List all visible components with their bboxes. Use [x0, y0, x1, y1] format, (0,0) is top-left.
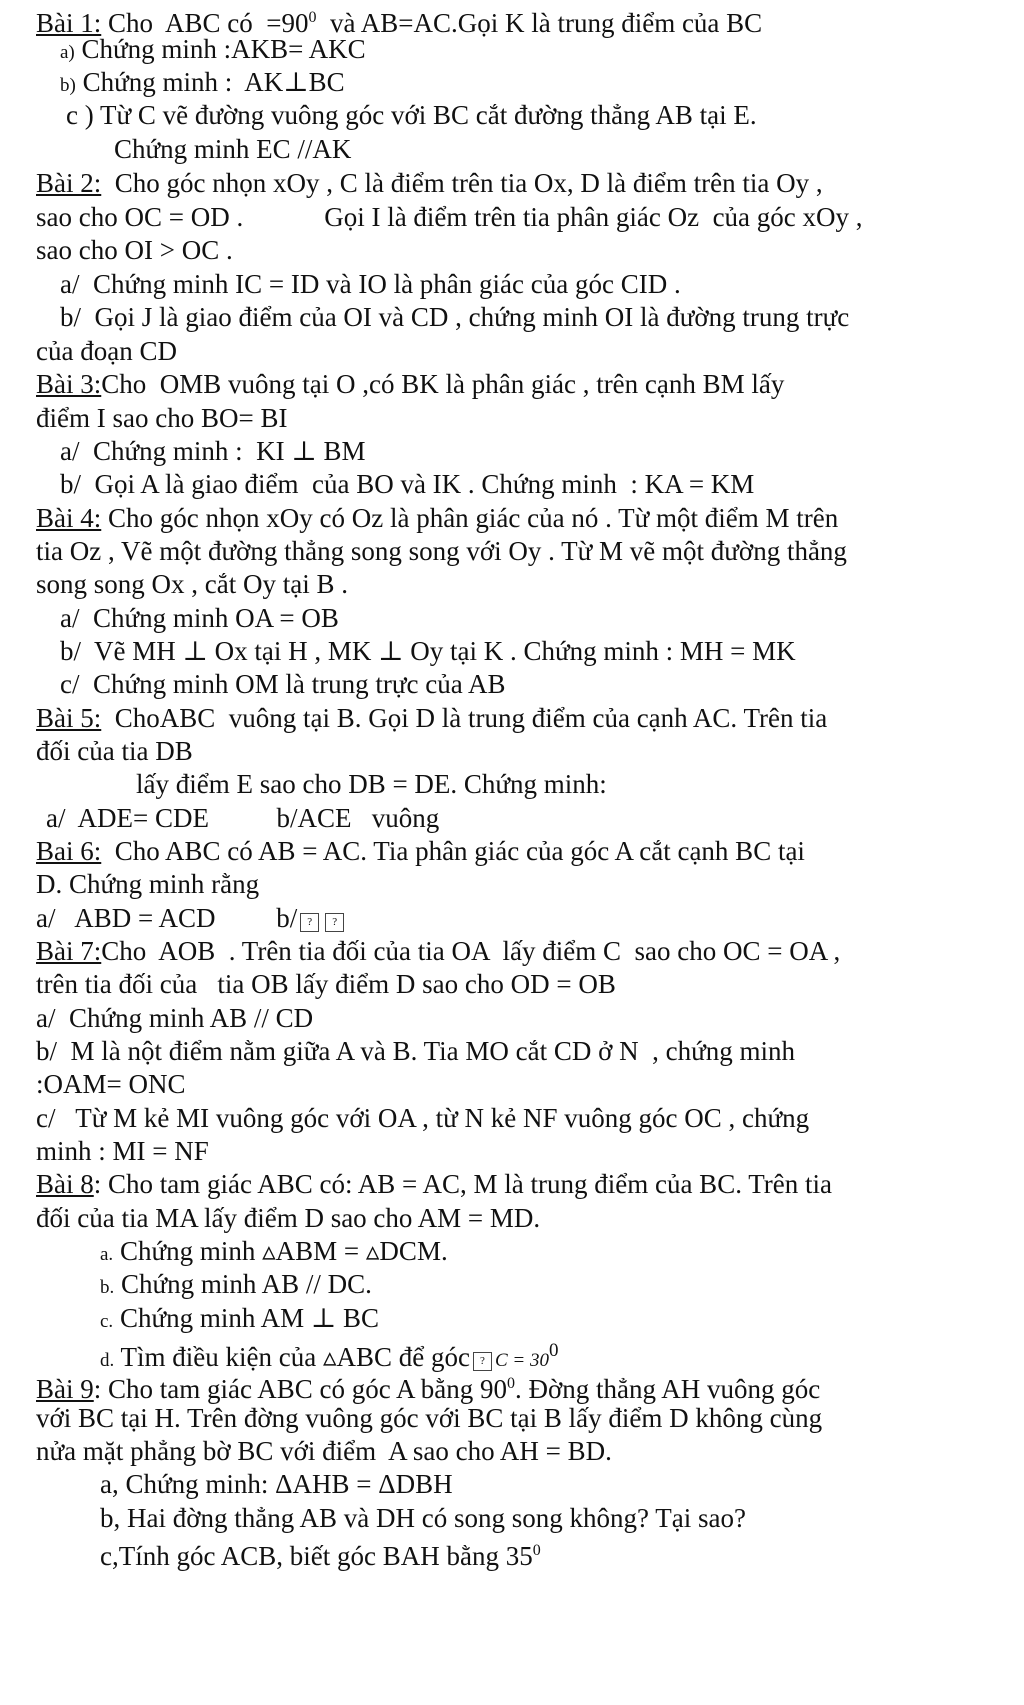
bai2-b2 [36, 333, 177, 369]
bai3-b [60, 466, 754, 502]
bai3-b-text: b/ Gọi A là giao điểm của BO và IK . Chứng minh : KA = KM [60, 469, 755, 499]
bai3-text: Cho OMB vuông tại O ,có BK là phân giác , trên cạnh BM lấy [101, 369, 785, 399]
bai6-text: Cho ABC có AB = AC. Tia phân giác của góc A cắt cạnh BC tại [101, 836, 805, 866]
bai2-text: Cho góc nhọn xOy , C là điểm trên tia Ox, D là điểm trên tia Oy , [101, 168, 823, 198]
bai3-label: Bài 3: [36, 369, 102, 399]
bai5-text: ChoABC vuông tại B. Gọi D là trung điểm của cạnh AC. Trên tia [101, 703, 828, 733]
bai4-b [60, 633, 796, 669]
bai8-d-mark: d. [100, 1350, 115, 1371]
bai9-line2 [36, 1400, 822, 1436]
bai7-c [36, 1100, 809, 1136]
bai1-c2-text: Chứng minh EC //AK [114, 134, 352, 164]
bai1-label: Bài 1: [36, 8, 102, 38]
bai4-title-line [36, 500, 838, 536]
bai9-a [100, 1466, 453, 1502]
bai6-ab [36, 900, 347, 936]
bai9-sup: 0 [506, 1375, 515, 1392]
bai1-a-mark: a) [60, 42, 75, 63]
bai5-line3 [136, 766, 607, 802]
bai2-line3 [36, 232, 233, 268]
bai7-c-text: c/ Từ M kẻ MI vuông góc với OA , từ N kẻ NF vuông góc OC , chứng [36, 1103, 810, 1133]
bai2-line2-text: sao cho OC = OD . Gọi I là điểm trên tia phân giác Oz của góc xOy , [36, 202, 863, 232]
bai4-label: Bài 4: [36, 503, 102, 533]
bai3-a [60, 433, 366, 469]
bai2-label: Bài 2: [36, 168, 102, 198]
bai2-b-text: b/ Gọi J là giao điểm của OI và CD , chứng minh OI là đường trung trực [60, 302, 850, 332]
bai8-d-sup: 0 [548, 1340, 559, 1361]
bai7-line2 [36, 966, 616, 1002]
bai7-label: Bài 7: [36, 936, 102, 966]
bai1-c2 [114, 131, 351, 167]
bai2-b2-text: của đoạn CD [36, 336, 177, 366]
bai9-a-text: a, Chứng minh: ΔAHB = ΔDBH [100, 1469, 453, 1499]
bai5-line2-text: đối của tia DB [36, 736, 193, 766]
bai9-text: : Cho tam giác ABC có góc A bằng 90 [93, 1374, 507, 1404]
bai9-b-text: b, Hai đờng thẳng AB và DH có song song không? Tại sao? [100, 1503, 746, 1533]
bai2-line2 [36, 199, 863, 235]
bai9-tail: . Đờng thẳng AH vuông góc [514, 1374, 821, 1404]
bai7-c2-text: minh : MI = NF [36, 1136, 209, 1166]
bai2-a [60, 266, 681, 302]
bai7-b [36, 1033, 795, 1069]
missing-glyph-icon: ? [300, 913, 319, 932]
bai9-c-text: c,Tính góc ACB, biết góc BAH bằng 35 [100, 1541, 533, 1571]
bai1-c-text: c ) Từ C vẽ đường vuông góc với BC cắt đường thẳng AB tại E. [66, 100, 757, 130]
bai4-b-text: b/ Vẽ MH ⊥ Ox tại H , MK ⊥ Oy tại K . Chứng minh : MH = MK [60, 636, 796, 666]
bai6-title-line [36, 833, 805, 869]
bai8-c-mark: c. [100, 1311, 114, 1332]
bai3-line2-text: điểm I sao cho BO= BI [36, 403, 288, 433]
bai1-tail: và AB=AC.Gọi K là trung điểm của BC [316, 8, 763, 38]
bai5-line2 [36, 733, 193, 769]
bai4-a [60, 600, 339, 636]
bai4-a-text: a/ Chứng minh OA = OB [60, 603, 339, 633]
bai7-b-text: b/ M là nột điểm nằm giữa A và B. Tia MO cắt CD ở N , chứng minh [36, 1036, 796, 1066]
bai6-ab-text: a/ ABD = ACD b/ [36, 903, 298, 933]
bai2-title-line [36, 165, 823, 201]
bai8-d-tail: C = 30 [494, 1350, 549, 1371]
bai7-b2 [36, 1066, 186, 1102]
bai4-line2-text: tia Oz , Vẽ một đường thẳng song song với Oy . Từ M vẽ một đường thẳng [36, 536, 847, 566]
missing-glyph-icon: ? [325, 913, 344, 932]
bai5-label: Bài 5: [36, 703, 102, 733]
bai5-ab [46, 800, 439, 836]
bai7-a-text: a/ Chứng minh AB // CD [36, 1003, 314, 1033]
bai8-b-text: Chứng minh AB // DC. [114, 1269, 372, 1299]
bai5-title-line [36, 700, 827, 736]
bai8-line2-text: đối của tia MA lấy điểm D sao cho AM = MD. [36, 1203, 541, 1233]
bai8-line2 [36, 1200, 540, 1236]
bai2-b [60, 299, 849, 335]
bai1-a-text: Chứng minh :AKB= AKC [74, 34, 366, 64]
bai4-line3-text: song song Ox , cắt Oy tại B . [36, 569, 348, 599]
bai1-b-text: Chứng minh : AK⊥BC [75, 67, 345, 97]
bai7-line2-text: trên tia đối của tia OB lấy điểm D sao cho OD = OB [36, 969, 616, 999]
bai3-line2 [36, 400, 287, 436]
bai7-b2-text: :OAM= ONC [36, 1069, 186, 1099]
bai7-a [36, 1000, 313, 1036]
bai1-sup: 0 [308, 9, 317, 26]
bai9-c-sup: 0 [532, 1542, 541, 1559]
bai4-text: Cho góc nhọn xOy có Oz là phân giác của nó . Từ một điểm M trên [101, 503, 839, 533]
bai9-c [100, 1533, 541, 1574]
bai8-text: : Cho tam giác ABC có: AB = AC, M là trung điểm của BC. Trên tia [93, 1169, 832, 1199]
bai4-c [60, 666, 505, 702]
bai7-text: Cho AOB . Trên tia đối của tia OA lấy điểm C sao cho OC = OA , [101, 936, 841, 966]
bai8-b-mark: b. [100, 1277, 115, 1298]
bai2-line3-text: sao cho OI > OC . [36, 235, 233, 265]
bai3-title-line [36, 366, 784, 402]
bai8-a-mark: a. [100, 1244, 114, 1265]
bai9-b [100, 1500, 746, 1536]
bai5-ab-text: a/ ADE= CDE b/ACE vuông [46, 803, 440, 833]
bai7-title-line [36, 933, 840, 969]
bai4-c-text: c/ Chứng minh OM là trung trực của AB [60, 669, 506, 699]
bai9-line3 [36, 1433, 612, 1469]
bai8-a-text: Chứng minh ▵ABM = ▵DCM. [113, 1236, 448, 1266]
bai6-label: Bai 6: [36, 836, 102, 866]
bai8-title-line [36, 1166, 832, 1202]
missing-glyph-icon: ? [473, 1352, 492, 1371]
bai4-line2 [36, 533, 847, 569]
bai8-label: Bài 8 [36, 1169, 94, 1199]
bai3-a-text: a/ Chứng minh : KI ⊥ BM [60, 436, 366, 466]
bai8-d-text: Tìm điều kiện của ▵ABC để góc [114, 1342, 470, 1372]
bai9-line2-text: với BC tại H. Trên đờng vuông góc với BC tại B lấy điểm D không cùng [36, 1403, 823, 1433]
bai2-a-text: a/ Chứng minh IC = ID và IO là phân giác của góc CID . [60, 269, 681, 299]
bai1-text: Cho ABC có =90 [101, 8, 309, 38]
bai9-line3-text: nửa mặt phẳng bờ BC với điểm A sao cho AH = BD. [36, 1436, 612, 1466]
bai6-line2-text: D. Chứng minh rằng [36, 869, 260, 899]
bai4-line3 [36, 566, 348, 602]
bai6-line2 [36, 866, 259, 902]
bai1-c [66, 97, 757, 133]
bai5-line3-text: lấy điểm E sao cho DB = DE. Chứng minh: [136, 769, 607, 799]
bai1-b-mark: b) [60, 75, 76, 96]
bai9-label: Bài 9 [36, 1374, 94, 1404]
bai7-c2 [36, 1133, 209, 1169]
bai8-c-text: Chứng minh AM ⊥ BC [113, 1303, 380, 1333]
